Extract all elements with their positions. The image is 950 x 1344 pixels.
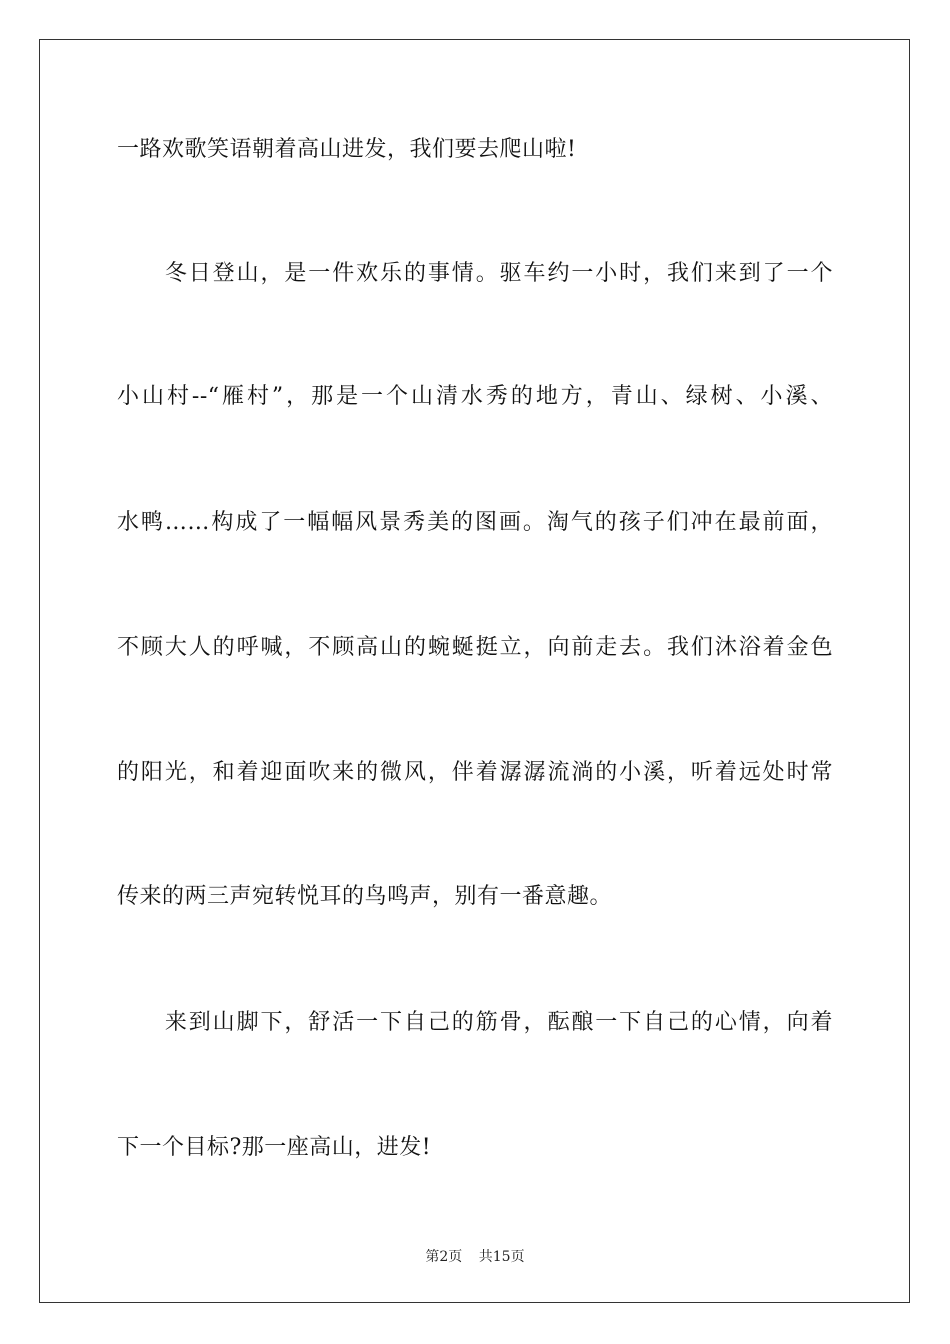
page-number: 第2页 bbox=[425, 1249, 463, 1265]
text-line-6: 的阳光，和着迎面吹来的微风，伴着潺潺流淌的小溪，听着远处时常 bbox=[117, 760, 833, 785]
text-line-4: 水鸭……构成了一幅幅风景秀美的图画。淘气的孩子们冲在最前面， bbox=[117, 510, 833, 535]
page-total: 共15页 bbox=[478, 1249, 525, 1265]
text-line-2: 冬日登山，是一件欢乐的事情。驱车约一小时，我们来到了一个 bbox=[117, 261, 833, 286]
page-border bbox=[39, 39, 910, 1303]
text-line-8: 来到山脚下，舒活一下自己的筋骨，酝酿一下自己的心情，向着 bbox=[117, 1010, 833, 1035]
page-footer bbox=[0, 1248, 950, 1266]
text-line-1: 一路欢歌笑语朝着高山进发，我们要去爬山啦! bbox=[117, 137, 577, 162]
text-line-3: 小山村--“雁村”，那是一个山清水秀的地方，青山、绿树、小溪、 bbox=[117, 384, 833, 409]
text-line-9: 下一个目标?那一座高山，进发! bbox=[117, 1135, 432, 1160]
text-line-7: 传来的两三声宛转悦耳的鸟鸣声，别有一番意趣。 bbox=[117, 884, 613, 909]
text-line-5: 不顾大人的呼喊，不顾高山的蜿蜒挺立，向前走去。我们沐浴着金色 bbox=[117, 635, 833, 660]
